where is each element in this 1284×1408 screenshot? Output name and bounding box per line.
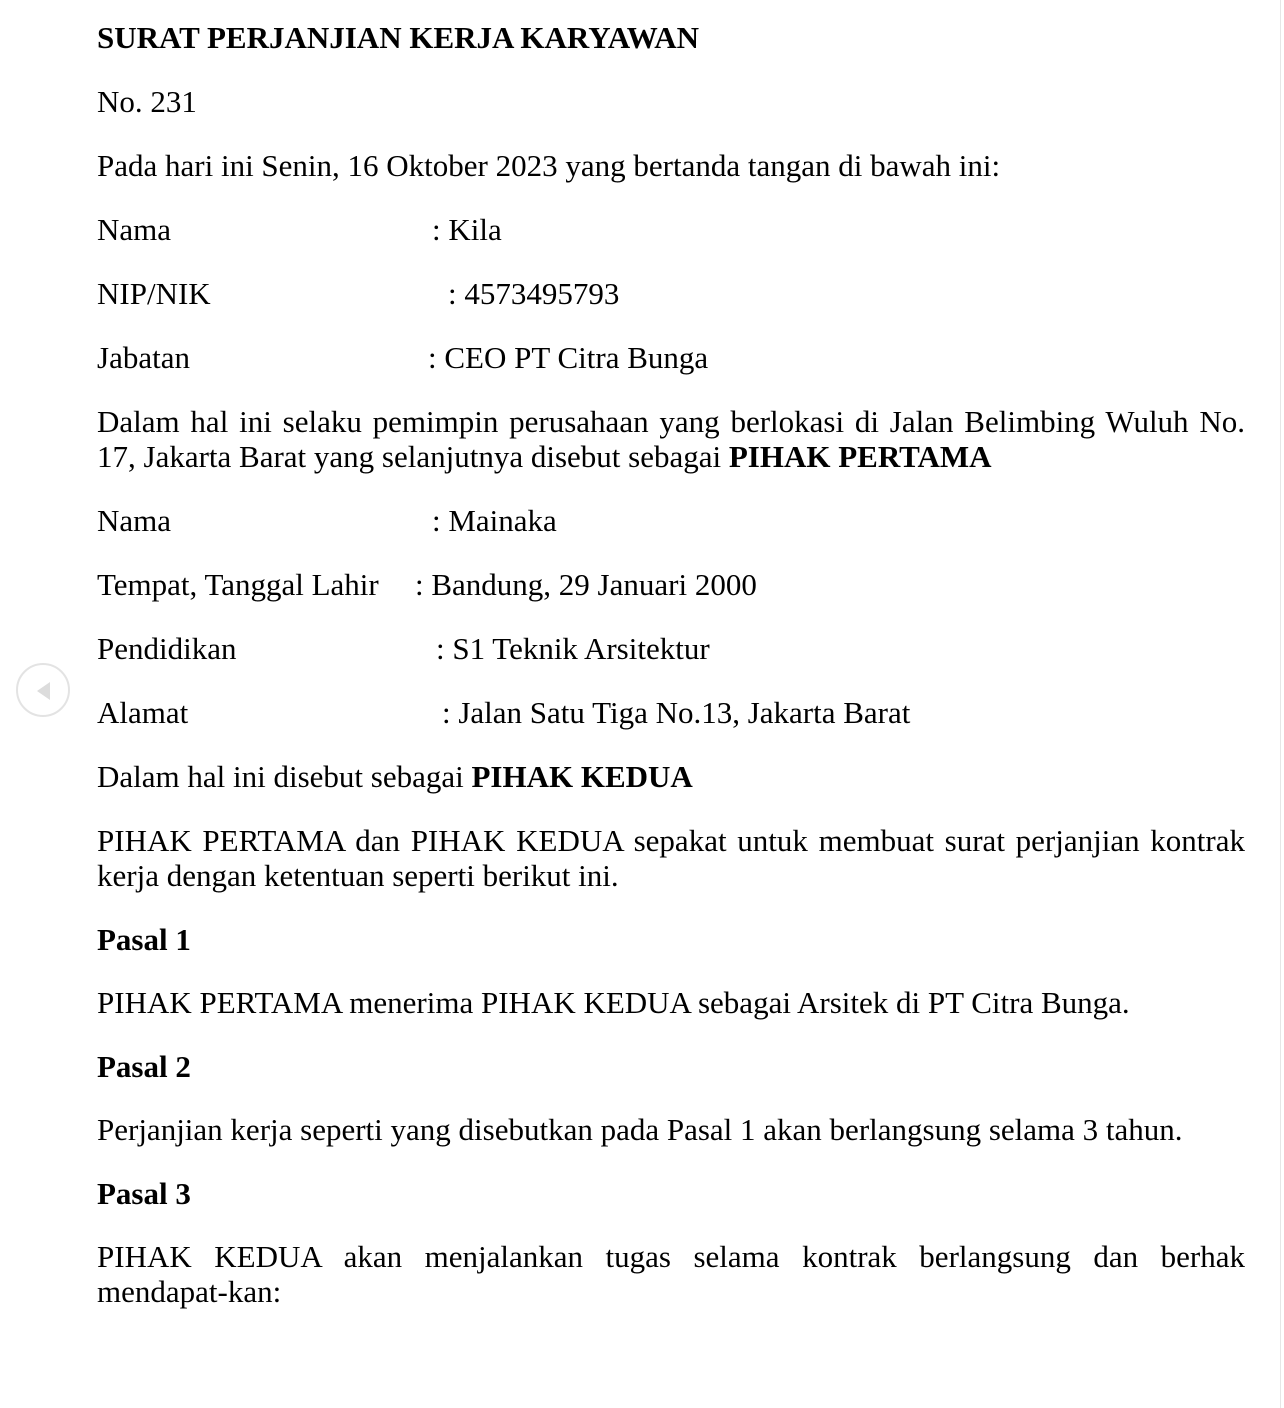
article-2-text: Perjanjian kerja seperti yang disebutkan pada Pasal 1 akan berlangsung selama 3 tahun. [97, 1112, 1183, 1147]
agreement-statement: PIHAK PERTAMA dan PIHAK KEDUA sepakat untuk membuat surat perjanjian kontrak kerja dengan ketentuan seperti berikut ini. [97, 823, 1245, 893]
field-value: : S1 Teknik Arsitektur [436, 631, 710, 666]
article-3-text: PIHAK KEDUA akan menjalankan tugas selama kontrak berlangsung dan berhak mendapat-kan: [97, 1239, 1245, 1309]
field-label: Jabatan [97, 340, 190, 375]
field-value: : Jalan Satu Tiga No.13, Jakarta Barat [442, 695, 911, 730]
document-page [97, 20, 1245, 1338]
document-number: No. 231 [97, 84, 197, 119]
second-party-description [97, 759, 1245, 794]
first-party-name-row [97, 212, 1245, 247]
first-party-nik-row [97, 276, 1245, 311]
field-label: Nama [97, 503, 172, 538]
second-party-designation: PIHAK KEDUA [471, 759, 693, 794]
field-value: : 4573495793 [448, 276, 620, 311]
first-party-position-row [97, 340, 1245, 375]
article-1-text: PIHAK PERTAMA menerima PIHAK KEDUA sebagai Arsitek di PT Citra Bunga. [97, 985, 1130, 1020]
first-party-designation: PIHAK PERTAMA [728, 439, 992, 474]
first-party-description-text: Dalam hal ini selaku pemimpin perusahaan yang berlokasi di Jalan Belimbing Wuluh No. 17, Jakarta Barat yang selanjutnya disebut sebagai [97, 404, 1245, 474]
second-party-address-row [97, 695, 1245, 730]
first-party-description [97, 404, 1245, 474]
article-2-heading: Pasal 2 [97, 1049, 191, 1084]
opening-statement: Pada hari ini Senin, 16 Oktober 2023 yang bertanda tangan di bawah ini: [97, 148, 1001, 183]
chevron-left-icon [37, 682, 50, 700]
field-value: : Kila [432, 212, 502, 247]
field-value: : Mainaka [432, 503, 557, 538]
second-party-name-row [97, 503, 1245, 538]
second-party-education-row [97, 631, 1245, 666]
article-3-heading: Pasal 3 [97, 1176, 191, 1211]
article-1-heading: Pasal 1 [97, 922, 191, 957]
page-edge-divider [1280, 0, 1281, 1408]
field-label: Nama [97, 212, 172, 247]
second-party-birth-row [97, 567, 1245, 602]
field-label: Pendidikan [97, 631, 237, 666]
previous-page-button[interactable] [16, 663, 70, 717]
second-party-description-text: Dalam hal ini disebut sebagai [97, 759, 464, 794]
field-label: Tempat, Tanggal Lahir [97, 567, 379, 602]
field-value: : CEO PT Citra Bunga [428, 340, 709, 375]
field-label: NIP/NIK [97, 276, 211, 311]
field-label: Alamat [97, 695, 189, 730]
document-title: SURAT PERJANJIAN KERJA KARYAWAN [97, 20, 700, 55]
field-value: : Bandung, 29 Januari 2000 [415, 567, 757, 602]
